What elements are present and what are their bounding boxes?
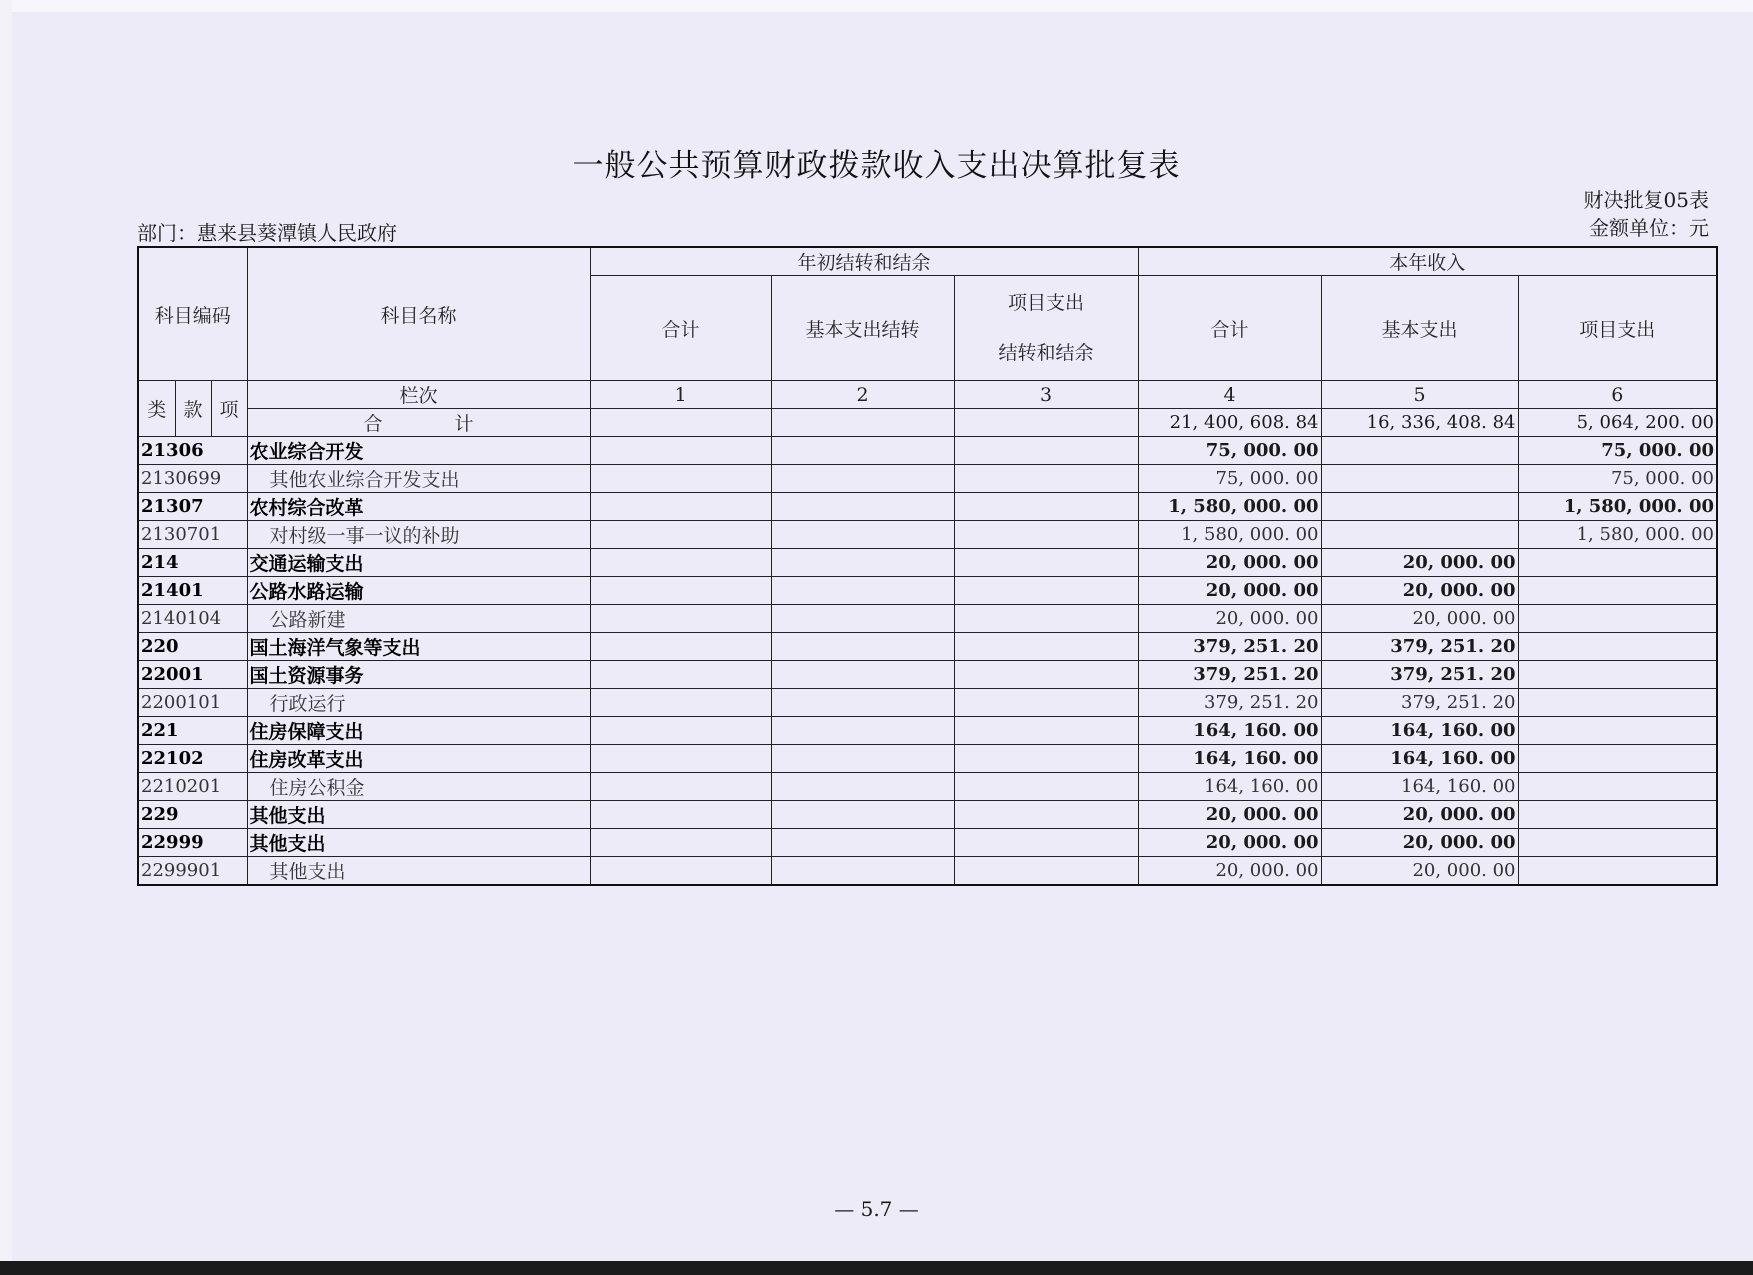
row-basic-exp: 20, 000. 00 <box>1321 605 1518 633</box>
row-code: 2130701 <box>138 521 247 549</box>
row-code: 22102 <box>138 745 247 773</box>
row-carry-total <box>590 857 771 886</box>
row-basic-carry <box>771 437 954 465</box>
page-title: 一般公共预算财政拨款收入支出决算批复表 <box>572 148 1181 184</box>
row-carry-total <box>590 745 771 773</box>
page-number: — 5.7 — <box>834 1197 919 1221</box>
row-name: 其他农业综合开发支出 <box>247 465 590 493</box>
header-project-carry-line1: 项目支出 <box>1008 292 1085 314</box>
row-income-total: 379, 251. 20 <box>1138 661 1321 689</box>
row-project-carry <box>954 745 1138 773</box>
row-carry-total <box>590 521 771 549</box>
header-lei: 类 <box>138 381 175 437</box>
row-project-carry <box>954 661 1138 689</box>
row-income-total: 75, 000. 00 <box>1138 465 1321 493</box>
row-project-carry <box>954 857 1138 886</box>
row-basic-carry <box>771 717 954 745</box>
header-basic-carry: 基本支出结转 <box>771 276 954 381</box>
row-basic-exp: 379, 251. 20 <box>1321 633 1518 661</box>
row-project-exp: 75, 000. 00 <box>1518 437 1717 465</box>
grand-total-c4: 21, 400, 608. 84 <box>1138 409 1321 437</box>
row-project-carry <box>954 549 1138 577</box>
header-project-carry <box>954 276 1138 381</box>
row-basic-carry <box>771 465 954 493</box>
row-project-carry <box>954 437 1138 465</box>
row-basic-carry <box>771 801 954 829</box>
row-basic-exp: 20, 000. 00 <box>1321 829 1518 857</box>
header-subject-code: 科目编码 <box>138 247 247 381</box>
row-project-carry <box>954 689 1138 717</box>
row-carry-total <box>590 577 771 605</box>
row-project-exp <box>1518 549 1717 577</box>
table-row <box>138 857 1717 886</box>
grand-total-c2 <box>771 409 954 437</box>
row-project-carry <box>954 773 1138 801</box>
row-code: 21306 <box>138 437 247 465</box>
row-code: 21401 <box>138 577 247 605</box>
row-carry-total <box>590 829 771 857</box>
row-name: 对村级一事一议的补助 <box>247 521 590 549</box>
page-edge-left <box>0 0 12 1275</box>
row-basic-carry <box>771 661 954 689</box>
row-project-carry <box>954 717 1138 745</box>
col-number-5: 5 <box>1321 381 1518 409</box>
row-project-carry <box>954 829 1138 857</box>
row-basic-carry <box>771 493 954 521</box>
row-basic-exp: 20, 000. 00 <box>1321 549 1518 577</box>
col-number-1: 1 <box>590 381 771 409</box>
row-project-exp: 1, 580, 000. 00 <box>1518 521 1717 549</box>
row-carry-total <box>590 633 771 661</box>
row-basic-exp: 20, 000. 00 <box>1321 857 1518 886</box>
row-basic-carry <box>771 521 954 549</box>
row-carry-total <box>590 437 771 465</box>
grand-total-c1 <box>590 409 771 437</box>
row-project-carry <box>954 493 1138 521</box>
row-basic-exp: 164, 160. 00 <box>1321 745 1518 773</box>
table-row <box>138 689 1717 717</box>
table-row <box>138 717 1717 745</box>
row-code: 22001 <box>138 661 247 689</box>
header-xiang: 项 <box>211 381 247 437</box>
table-row <box>138 521 1717 549</box>
row-code: 22999 <box>138 829 247 857</box>
header-basic-exp: 基本支出 <box>1321 276 1518 381</box>
row-basic-carry <box>771 605 954 633</box>
row-basic-carry <box>771 577 954 605</box>
row-income-total: 20, 000. 00 <box>1138 605 1321 633</box>
col-number-2: 2 <box>771 381 954 409</box>
row-project-exp <box>1518 801 1717 829</box>
row-income-total: 379, 251. 20 <box>1138 633 1321 661</box>
col-number-6: 6 <box>1518 381 1717 409</box>
row-name: 其他支出 <box>247 801 590 829</box>
row-project-exp <box>1518 773 1717 801</box>
row-income-total: 164, 160. 00 <box>1138 773 1321 801</box>
table-row <box>138 605 1717 633</box>
row-code: 214 <box>138 549 247 577</box>
row-project-carry <box>954 521 1138 549</box>
row-name: 公路水路运输 <box>247 577 590 605</box>
row-carry-total <box>590 493 771 521</box>
row-basic-exp: 20, 000. 00 <box>1321 801 1518 829</box>
department-label: 部门：惠来县葵潭镇人民政府 <box>137 221 397 245</box>
grand-total-c6: 5, 064, 200. 00 <box>1518 409 1717 437</box>
header-kuan: 款 <box>175 381 211 437</box>
row-project-carry <box>954 633 1138 661</box>
row-name: 住房公积金 <box>247 773 590 801</box>
row-project-exp <box>1518 605 1717 633</box>
header-project-carry-line2: 结转和结余 <box>998 342 1094 364</box>
grand-total-label: 合计 <box>247 409 590 437</box>
row-income-total: 20, 000. 00 <box>1138 857 1321 886</box>
row-project-exp <box>1518 689 1717 717</box>
header-lanci: 栏次 <box>247 381 590 409</box>
row-basic-carry <box>771 745 954 773</box>
form-number: 财决批复05表 <box>1583 188 1709 212</box>
row-basic-exp <box>1321 521 1518 549</box>
row-project-carry <box>954 465 1138 493</box>
row-basic-carry <box>771 773 954 801</box>
row-project-exp <box>1518 745 1717 773</box>
row-income-total: 20, 000. 00 <box>1138 577 1321 605</box>
row-code: 2140104 <box>138 605 247 633</box>
row-code: 21307 <box>138 493 247 521</box>
row-project-carry <box>954 605 1138 633</box>
row-basic-exp: 20, 000. 00 <box>1321 577 1518 605</box>
header-subject-name: 科目名称 <box>247 247 590 381</box>
row-code: 221 <box>138 717 247 745</box>
table-row <box>138 661 1717 689</box>
row-basic-exp <box>1321 493 1518 521</box>
row-carry-total <box>590 801 771 829</box>
row-income-total: 164, 160. 00 <box>1138 717 1321 745</box>
row-code: 220 <box>138 633 247 661</box>
table-row <box>138 829 1717 857</box>
row-basic-exp: 164, 160. 00 <box>1321 717 1518 745</box>
row-name: 其他支出 <box>247 829 590 857</box>
row-name: 其他支出 <box>247 857 590 886</box>
row-name: 交通运输支出 <box>247 549 590 577</box>
row-code: 2210201 <box>138 773 247 801</box>
grand-total-c5: 16, 336, 408. 84 <box>1321 409 1518 437</box>
row-income-total: 20, 000. 00 <box>1138 801 1321 829</box>
row-carry-total <box>590 549 771 577</box>
row-project-exp <box>1518 661 1717 689</box>
header-group-carryover: 年初结转和结余 <box>590 247 1138 276</box>
header-project-exp: 项目支出 <box>1518 276 1717 381</box>
row-income-total: 20, 000. 00 <box>1138 829 1321 857</box>
row-project-exp <box>1518 577 1717 605</box>
grand-total-c3 <box>954 409 1138 437</box>
row-project-exp <box>1518 829 1717 857</box>
row-carry-total <box>590 717 771 745</box>
row-project-exp <box>1518 857 1717 886</box>
row-basic-exp <box>1321 465 1518 493</box>
row-name: 国土资源事务 <box>247 661 590 689</box>
row-carry-total <box>590 605 771 633</box>
scanner-bottom-edge <box>0 1261 1753 1275</box>
header-income-total: 合计 <box>1138 276 1321 381</box>
row-income-total: 20, 000. 00 <box>1138 549 1321 577</box>
row-carry-total <box>590 661 771 689</box>
row-name: 农村综合改革 <box>247 493 590 521</box>
row-name: 住房保障支出 <box>247 717 590 745</box>
row-basic-carry <box>771 549 954 577</box>
row-code: 2200101 <box>138 689 247 717</box>
row-code: 229 <box>138 801 247 829</box>
row-project-exp: 75, 000. 00 <box>1518 465 1717 493</box>
row-basic-carry <box>771 633 954 661</box>
table-row <box>138 633 1717 661</box>
row-code: 2299901 <box>138 857 247 886</box>
table-row <box>138 437 1717 465</box>
budget-table <box>137 246 1718 886</box>
row-name: 农业综合开发 <box>247 437 590 465</box>
amount-unit: 金额单位：元 <box>1589 216 1709 240</box>
row-project-exp: 1, 580, 000. 00 <box>1518 493 1717 521</box>
table-row <box>138 493 1717 521</box>
row-basic-carry <box>771 829 954 857</box>
row-carry-total <box>590 689 771 717</box>
row-income-total: 1, 580, 000. 00 <box>1138 493 1321 521</box>
row-basic-exp <box>1321 437 1518 465</box>
header-carry-total: 合计 <box>590 276 771 381</box>
row-name: 公路新建 <box>247 605 590 633</box>
row-basic-exp: 379, 251. 20 <box>1321 689 1518 717</box>
row-basic-exp: 379, 251. 20 <box>1321 661 1518 689</box>
row-project-exp <box>1518 633 1717 661</box>
row-basic-carry <box>771 689 954 717</box>
row-income-total: 1, 580, 000. 00 <box>1138 521 1321 549</box>
row-carry-total <box>590 465 771 493</box>
col-number-3: 3 <box>954 381 1138 409</box>
table-row <box>138 577 1717 605</box>
table-row <box>138 801 1717 829</box>
row-income-total: 379, 251. 20 <box>1138 689 1321 717</box>
row-name: 行政运行 <box>247 689 590 717</box>
row-project-exp <box>1518 717 1717 745</box>
table-row <box>138 773 1717 801</box>
row-basic-carry <box>771 857 954 886</box>
row-basic-exp: 164, 160. 00 <box>1321 773 1518 801</box>
row-income-total: 164, 160. 00 <box>1138 745 1321 773</box>
row-income-total: 75, 000. 00 <box>1138 437 1321 465</box>
col-number-4: 4 <box>1138 381 1321 409</box>
table-row <box>138 745 1717 773</box>
header-group-income: 本年收入 <box>1138 247 1717 276</box>
page-edge-top <box>0 0 1753 12</box>
row-name: 国土海洋气象等支出 <box>247 633 590 661</box>
table-row <box>138 549 1717 577</box>
row-project-carry <box>954 577 1138 605</box>
table-row <box>138 465 1717 493</box>
row-carry-total <box>590 773 771 801</box>
row-project-carry <box>954 801 1138 829</box>
row-name: 住房改革支出 <box>247 745 590 773</box>
row-code: 2130699 <box>138 465 247 493</box>
